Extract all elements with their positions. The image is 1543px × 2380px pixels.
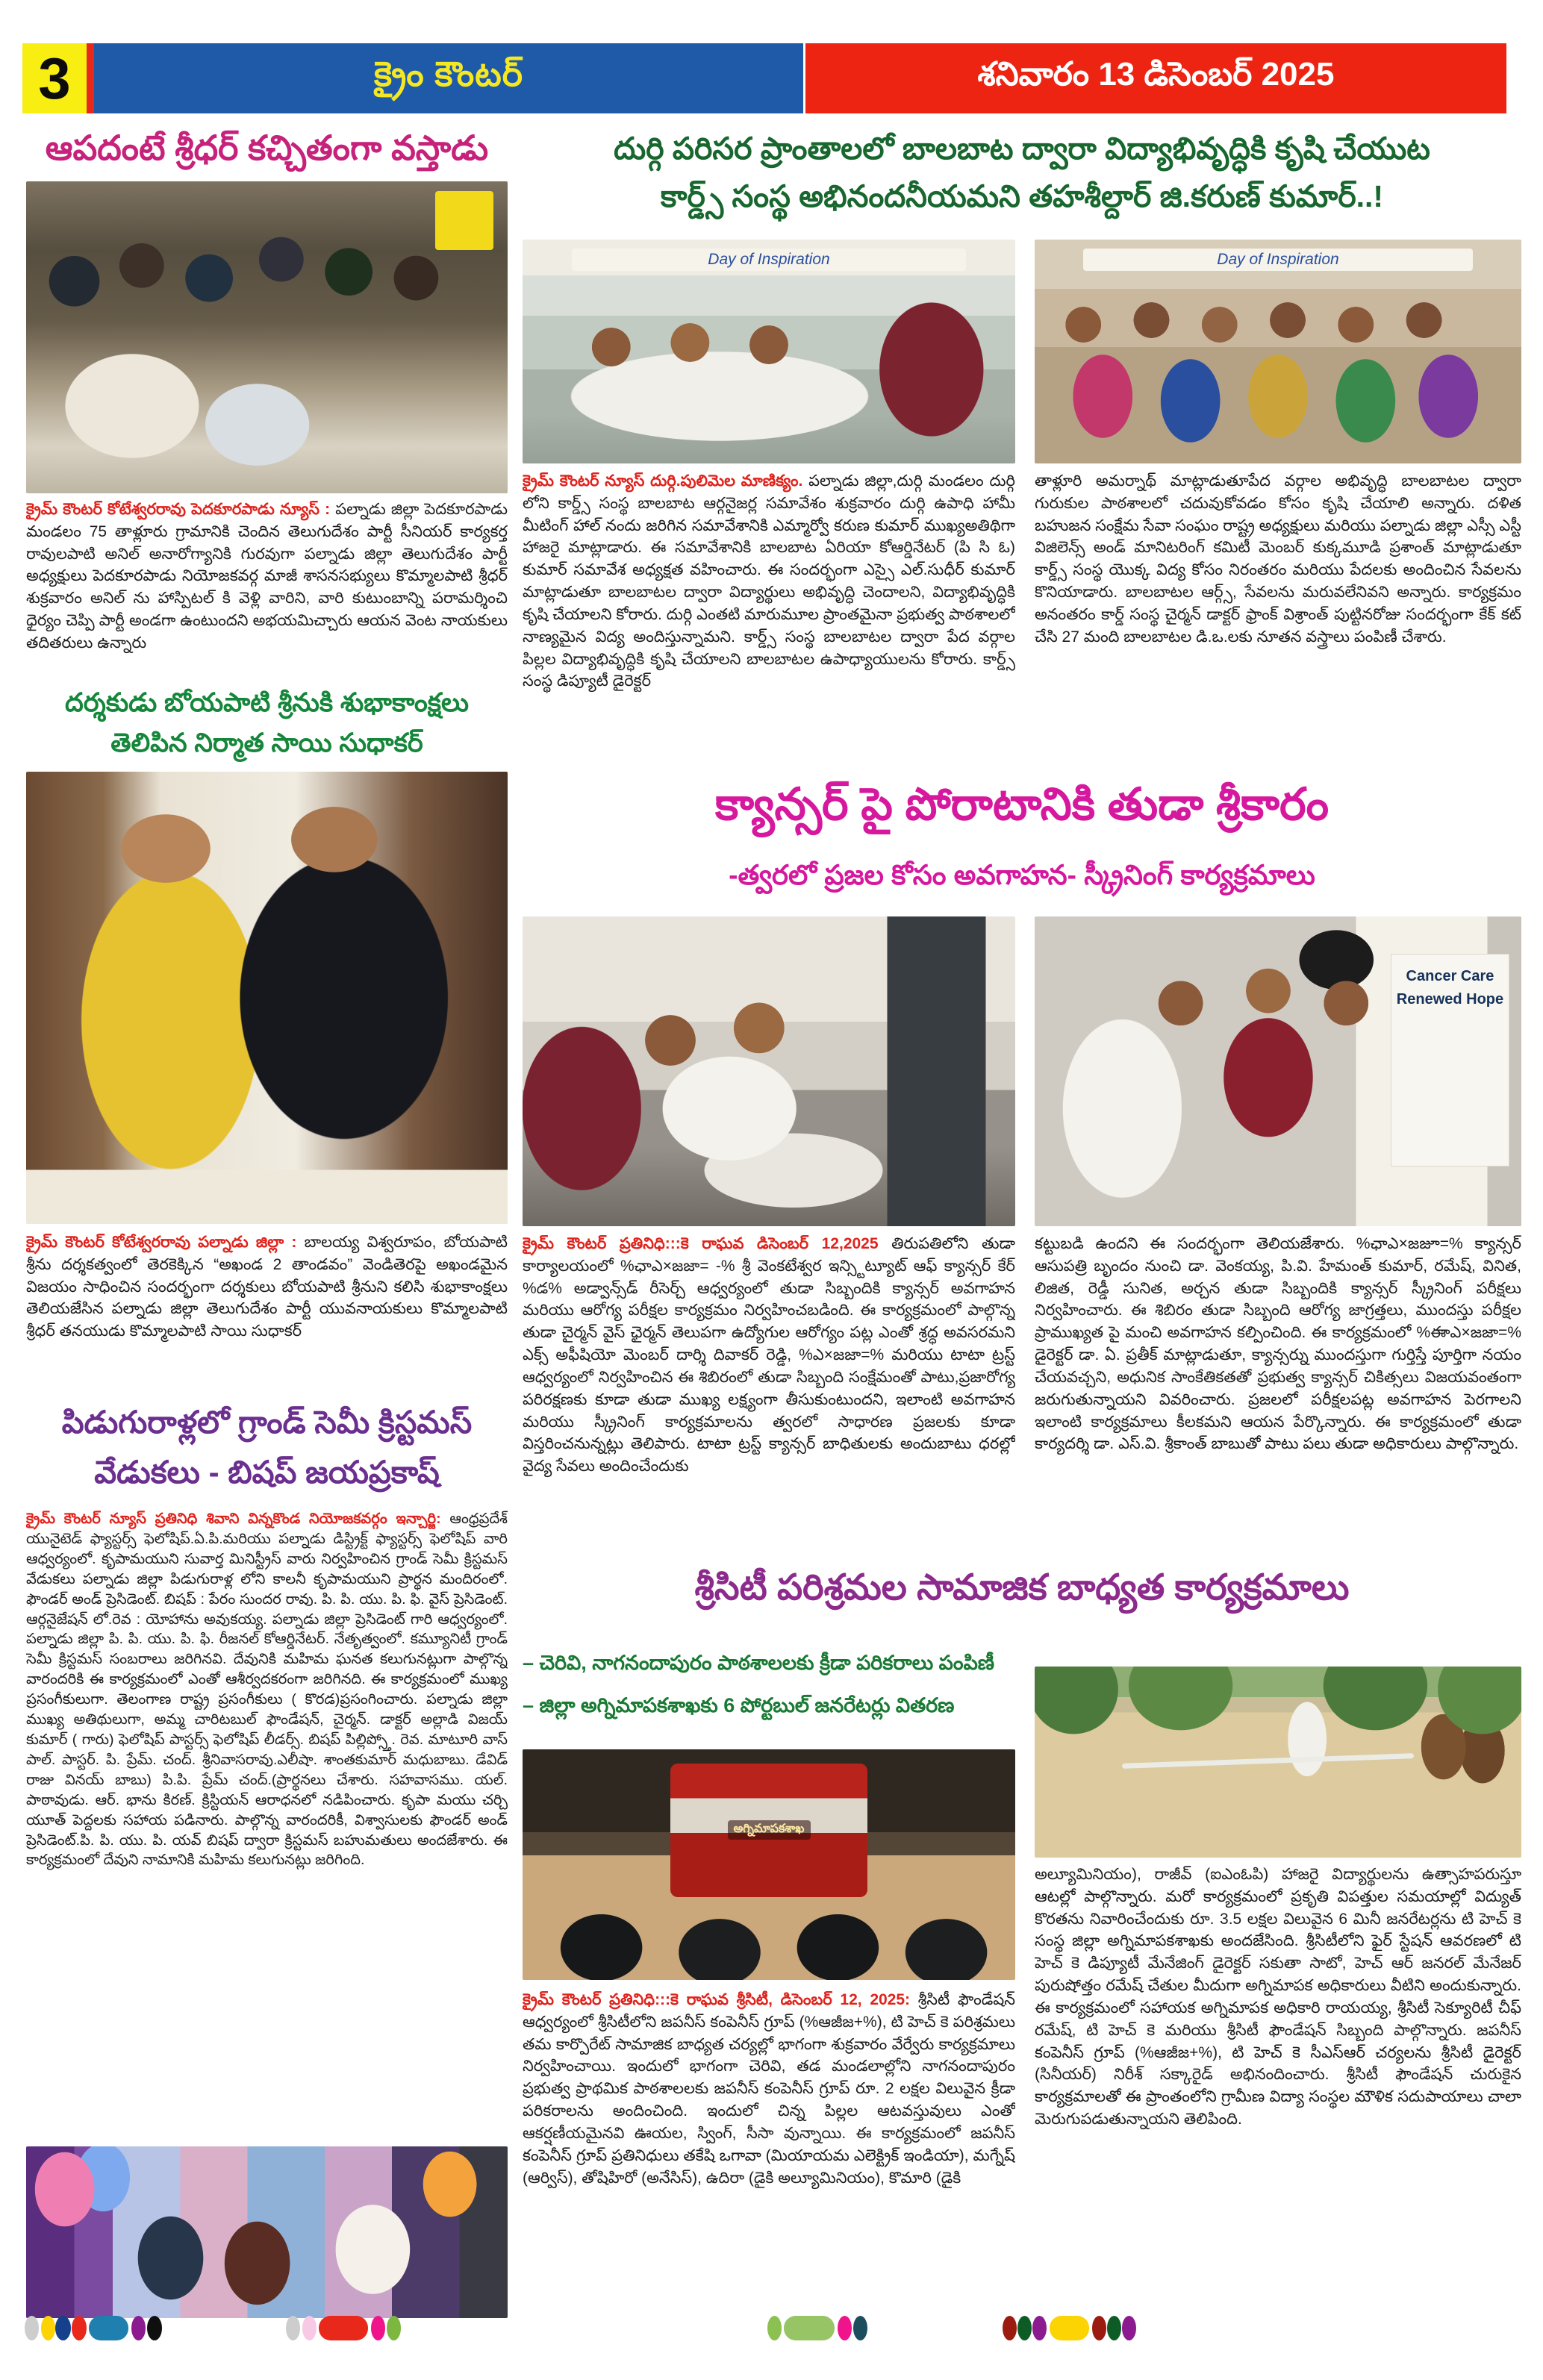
subhead-boyapati-line1: దర్శకుడు బోయపాటి శ్రీనుకి శుభాకాంక్షలు xyxy=(65,688,469,717)
strip-shape xyxy=(838,2316,852,2340)
cancer-care-banner-line2: Renewed Hope xyxy=(1396,990,1504,1008)
strip-shape xyxy=(767,2316,782,2340)
article-sricity-text-right: అల్యూమినియం), రాజీవ్ (ఐఎంఓపి) హాజరై విద్యార్థులను ఉత్సాహపరుస్తూ ఆటల్లో పాల్గొన్నారు. మరో కార్యక్రమంలో ప్రకృతి విపత్తుల సమయాల్లో విద్యుత్ కొరతను నివారించేందుకు రూ. 3.5 లక్షల విలువైన 6 మినీ జనరేటర్లను టి హెచ్ కె సంస్థ జిల్లా అగ్నిమాపకశాఖకు అందజేసింది. శ్రీసిటీలోని ఫైర్ స్టేషన్ ఆవరణలో టి హెచ్ కె డిప్యూటీ మేనేజింగ్ డైరెక్టర్ సకుతా సాటో, హెచ్ ఆర్ జనరల్ మేనేజర్ పురుషోత్తం రమేష్ చేతుల మీదుగా అగ్నిమాపక అధికారులు వీటిని అందుకున్నారు. ఈ కార్యక్రమంలో సహాయక అగ్నిమాపక అధికారి రాయయ్య, శ్రీసిటీ సెక్యూరిటీ చీఫ్ రమేష్, టి హెచ్ కె మరియు శ్రీసిటీ ఫౌండేషన్ సిబ్బంది పాల్గొన్నారు. జపనీస్ కంపెనీస్ గ్రూప్ (%ఆజీజ+%), టి హెచ్ కె సీఎస్ఆర్ చర్యలను శ్రీసిటీ డైరెక్టర్ (సినీయర్) నిరీశ్ సక్కారైడ్ అభినందించారు. శ్రీసిటీ ఫౌండేషన్ చురుకైన కార్యక్రమాలతో ఈ ప్రాంతంలోని గ్రామీణ విద్యా సంస్థల మౌళిక సదుపాయాలు చాలా మెరుగుపడుతున్నాయని తెలిపింది. xyxy=(1035,1866,1521,2128)
photo-fire-truck-generators xyxy=(523,1749,1015,1980)
headline-christmas-line2: వేడుకలు - బిషప్ జయప్రకాష్ xyxy=(94,1455,440,1490)
sricity-bullet-1: – చెరివి, నాగనందాపురం పాఠశాలలకు క్రీడా పరికరాలు పంపిణీ xyxy=(523,1652,995,1674)
sricity-bullets xyxy=(523,1642,1015,1726)
strip-shape xyxy=(302,2316,317,2340)
article-christmas-text: ఆంధ్రప్రదేశ్ యునైటెడ్ ఫ్యాస్టర్స్ ఫెలోషిప్.ఏ.పి.మరియు పల్నాడు డిస్ట్రిక్ట్ ఫ్యాస్టర్స్ ఫెలోషిప్ వారి ఆధ్వర్యంలో. కృపామయుని సువార్త మినిస్ట్రీస్ వారు నిర్వహించిన గ్రాండ్ సెమీ క్రిస్టమస్ వేడుకలు పల్నాడు జిల్లా పిడుగురాళ్ల లోని కాలనీ కృపామయుని ప్రార్థన మందిరంలో. ఫౌండర్ అండ్ ప్రెసిడెంట్. బిషప్ : పేరం సుందర రావు. పి. పి. యు. పి. ఫి. వైస్ ప్రెసిడెంట్. ఆర్గనైజేషన్ లో.రెవ : యోహాను అవుకయ్య. పల్నాడు జిల్లా ప్రెసిడెంట్ గారి ఆధ్వర్యంలో. పల్నాడు జిల్లా పి. పి. యు. పి. ఫి. రీజనల్ కోఆర్డినేటర్. నేతృత్వంలో. కమ్యూనిటీ గ్రాండ్ సెమీ క్రిస్టమస్ సంబరాలు జరిగినవి. దేవునికి మహిమ ఘనత కలుగునట్లుగా పాల్గొన్న వారందరికి ఈ కార్యక్రమంలో ఎంతో ఆశీర్వదకరంగా జరిగినది. ఈ కార్యక్రమంలో ముఖ్య ప్రసంగీకులుగా. తెలంగాణ రాష్ట్ర ప్రసంగీకులు ( కొరడ)ప్రసంగించారు. పల్నాడు జిల్లా ముఖ్య అతిథులుగా, అమ్మ చారిటబుల్ ఫౌండేషన్, చైర్మన్. డాక్టర్ అల్లాడి విజయ్ కుమార్ ( గారు) ఫెలోషిప్ పాస్టర్స్ ఫెలోషిప్ లీడర్స్. బిషప్ పిల్లిప్స్తో. రెవ. మాటూరి వాస్ పాల్. పాస్టర్. పి. ప్రేమ్. చంద్. శ్రీనివాసరావు.ఎలీషా. శాంతకుమార్ మధుబాబు. డేవిడ్ రాజు వినయ్ బాబు) పి.పి. ప్రేమ్ చంద్.(ప్రార్థనలు చేశారు. సహవాసము. యల్. పాఠావుడు. ఆర్. భాను కిరణ్. క్రిస్టియన్ ఆరాధనలో నడిపించారు. కృపా మయు చర్చి యూత్ పెద్దలకు సహాయ పడినారు. పాల్గొన్న వారందరికీ, విశ్వాసులకు ఫౌండర్ అండ్ ప్రెసిడెంట్.పి. పి. యు. పి. యవ్ బిషప్ ద్వారా క్రిస్టమస్ బహుమతులు అందజేశారు. ఈ కార్యక్రమంలో దేవుని నామానికి మహిమ కలుగునట్లు జరిగింది. xyxy=(26,1511,508,1869)
photo-school-ground xyxy=(1035,1667,1521,1858)
byline-durgi: క్రైమ్ కౌంటర్ న్యూస్ దుర్గి.పులిమెల మాణిక్యం. xyxy=(523,472,803,490)
photo-durgi-meeting xyxy=(523,240,1015,463)
yellow-sign xyxy=(435,191,493,250)
article-cancer-body-mid xyxy=(523,1233,1015,1555)
strip-shape xyxy=(387,2316,401,2340)
strip-shape xyxy=(131,2316,146,2340)
byline-caption: క్రైమ్ కౌంటర్ కోటేశ్వరరావు పల్నాడు జిల్లా : xyxy=(26,1234,297,1251)
byline-sricity: క్రైమ్ కౌంటర్ ప్రతినిధి:::కె రాఘవ శ్రీసిటీ, డిసెంబర్ 12, 2025: xyxy=(523,1991,911,2008)
strip-shape xyxy=(1017,2316,1032,2340)
strip-shape xyxy=(1003,2316,1017,2340)
strip-shape xyxy=(72,2316,87,2340)
page-number: 3 xyxy=(22,43,87,113)
strip-shape xyxy=(1107,2316,1121,2340)
byline-cancer: క్రైమ్ కౌంటర్ ప్రతినిధి:::కె రాఘవ డిసెంబర్ 12,2025 xyxy=(523,1235,879,1252)
masthead-bar xyxy=(22,43,1506,113)
strip-shape xyxy=(41,2316,55,2340)
article-cancer-body-right xyxy=(1035,1233,1521,1567)
article-sricity-text-mid: శ్రీసిటీ ఫౌండేషన్ ఆధ్వర్యంలో శ్రీసిటీలోని జపనీస్ కంపెనీస్ గ్రూప్ (%ఆజీజ+%), టి హెచ్ కె పరిశ్రమలు తమ కార్పొరేట్ సామాజిక బాధ్యత చర్యల్లో భాగంగా శుక్రవారం వేర్వేరు కార్యక్రమాలు నిర్వహించాయి. ఇందులో భాగంగా చెరివి, తడ మండలాల్లోని నాగనందాపురం ప్రభుత్వ ప్రాథమిక పాఠశాలలకు జపనీస్ కంపెనీస్ గ్రూప్ రూ. 2 లక్షల విలువైన క్రీడా పరికరాలను అందించింది. ఇందులో చిన్న పిల్లల ఆటవస్తువులు ఎంతో ఆకర్షణీయమైనవి ఊయల, స్వింగ్, సీసా వున్నాయి. ఈ కార్యక్రమంలో జపనీస్ కంపెనీస్ గ్రూప్ ప్రతినిధులు తకేషి ఒగావా (మియాయమ ఎలెక్ట్రిక్ ఇండియా), మగ్నేష్ (ఆర్విస్), తోషిహిరో (అనేసిస్), ఉదిరా (డైకి అల్యూమినియం), కొమారి (డైకి xyxy=(523,1991,1015,2187)
subhead-boyapati-line2: తెలిపిన నిర్మాత సాయి సుధాకర్ xyxy=(110,728,423,758)
photo-hospital-visit xyxy=(26,181,508,493)
article-durgi-text-right: తాళ్లూరి అమర్నాథ్ మాట్లాడుతూపేద వర్గాల అభివృద్ధి బాలబాటల ద్వారా గురుకుల పాఠశాలలో చదువుకోవడం కోసం కృషి చేయాలి అన్నారు. దళిత బహుజన సంక్షేమ సేవా సంఘం రాష్ట్ర అధ్యక్షులు మరియు పల్నాడు జిల్లా ఎస్సీ ఎస్టీ విజిలెన్స్ అండ్ మానిటరింగ్ కమిటీ మెంబర్ కుక్కమూడి ప్రశాంత్ మాట్లాడుతూ కార్డ్స్ సంస్థ యొక్క విద్య కోసం నిరంతరం మరియు పేదలకు అందించిన సేవలను కొనియాడారు. బాలబాటల ఆర్గ్స్, సేవలను మరువలేనివని అన్నారు. కార్యక్రమం అనంతరం కార్డ్ సంస్థ చైర్మన్ డాక్టర్ ఫ్రాంక్ విశ్రాంత్ పుట్టినరోజు సందర్భంగా కేక్ కట్ చేసి 27 మంది బాలబాటల డి.ఒ.లకు నూతన వస్త్రాలు పంపిణీ చేశారు. xyxy=(1035,472,1521,646)
inspiration-banner: Day of Inspiration xyxy=(572,249,966,271)
byline-sridhar: క్రైమ్ కౌంటర్ కోటేశ్వరరావు పెదకూరపాడు న్యూస్ : xyxy=(26,501,331,518)
sricity-bullet-2: – జిల్లా అగ్నిమాపకశాఖకు 6 పోర్టబుల్ జనరేటర్లు వితరణ xyxy=(523,1693,955,1717)
headline-durgi xyxy=(523,125,1521,220)
headline-christmas xyxy=(26,1397,508,1497)
article-durgi-body-right xyxy=(1035,470,1521,760)
decorative-color-strip xyxy=(0,2316,1543,2340)
masthead-date-bar xyxy=(805,43,1506,113)
masthead-title: క్రైం కౌంటర్ xyxy=(374,54,523,93)
subhead-boyapati xyxy=(26,683,508,764)
strip-shape xyxy=(1092,2316,1106,2340)
photo-shawl-presentation xyxy=(1035,916,1521,1226)
headline-sridhar: ఆపదంటే శ్రీధర్ కచ్చితంగా వస్తాడు xyxy=(45,128,489,167)
strip-shape xyxy=(853,2316,867,2340)
masthead-divider xyxy=(87,43,94,113)
strip-shape xyxy=(1050,2316,1089,2340)
headline-christmas-line1: పిడుగురాళ్లలో గ్రాండ్ సెమీ క్రిస్టమస్ xyxy=(61,1405,473,1440)
article-sridhar-body xyxy=(26,499,508,666)
strip-shape xyxy=(1122,2316,1136,2340)
strip-shape xyxy=(89,2316,128,2340)
headline-durgi-line1: దుర్గి పరిసర ప్రాంతాలలో బాలబాట ద్వారా విద్యాభివృద్ధికి కృషి చేయుట xyxy=(614,131,1430,166)
article-sridhar-text: పల్నాడు జిల్లా పెదకూరపాడు మండలం 75 తాళ్లూరు గ్రామానికి చెందిన తెలుగుదేశం పార్టీ సీనియర్ కార్యకర్త రావులపాటి అనిల్ అనారోగ్యానికి గురవుగా పల్నాడు జిల్లా తెలుగుదేశం పార్టీ అధ్యక్షులు పెదకూరపాడు నియోజకవర్గ మాజీ శాసనసభ్యులు కొమ్మాలపాటి శ్రీధర్ శుక్రవారం అనిల్ ను హాస్పిటల్ కి వెళ్లి వారిని, వారి కుటుంబాన్ని పరామర్శించి ధైర్యం చెప్పి పార్టీ అండగా ఉంటుందని అభయమిచ్చారు ఆయన వెంట నాయకులు తదితరులు ఉన్నారు xyxy=(26,501,508,652)
strip-shape xyxy=(319,2316,368,2340)
article-durgi-body-mid xyxy=(523,470,1015,760)
strip-shape xyxy=(1032,2316,1047,2340)
subheadline-cancer: -త్వరలో ప్రజల కోసం అవగాహన- స్క్రీనింగ్ కార్యక్రమాలు xyxy=(729,860,1315,890)
headline-cancer: క్యాన్సర్ పై పోరాటానికి తుడా శ్రీకారం xyxy=(714,779,1330,829)
byline-christmas: క్రైమ్ కౌంటర్ న్యూస్ ప్రతినిధి శివాని విన్నకొండ నియోజకవర్గం ఇన్చార్జి: xyxy=(26,1511,441,1527)
caption-text: బాలయ్య విశ్వరూపం, బోయపాటి శ్రీను దర్శకత్వంలో తెరకెక్కిన “అఖండ 2 తాండవం” వెండితెరపై అఖండమైన విజయం సాధించిన సందర్భంగా దర్శకులు బోయపాటి శ్రీనుని కలిసి శుభాకాంక్షలు తెలియజేసిన పల్నాడు జిల్లా తెలుగుదేశం పార్టీ యువనాయకులు కొమ్మాలపాటి శ్రీధర్ తనయుడు కొమ్మాలపాటి సాయి సుధాకర్ xyxy=(26,1234,508,1340)
photo-bouquet-presentation xyxy=(26,772,508,1224)
photo-christmas-event xyxy=(26,2146,508,2318)
cancer-care-banner xyxy=(1391,954,1509,1167)
photo-durgi-group xyxy=(1035,240,1521,463)
article-sricity-body-mid xyxy=(523,1989,1015,2317)
strip-shape xyxy=(25,2316,39,2340)
cancer-care-banner-line1: Cancer Care xyxy=(1406,967,1494,984)
fire-truck xyxy=(670,1764,867,1897)
headline-durgi-line2: కార్డ్స్ సంస్థ అభినందనీయమని తహశీల్దార్ జి.కరుణ్ కుమార్..! xyxy=(660,178,1384,213)
article-cancer-text-mid: తిరుపతిలోని తుడా కార్యాలయంలో %ఛాఎ×జజా= -% శ్రీ వెంకటేశ్వర ఇన్స్టిట్యూట్ ఆఫ్ క్యాన్సర్ కేర్ %డ% అడ్వాన్స్‌డ్ రీసెర్చ్ ఆధ్వర్యంలో తుడా సిబ్బందికి క్యాన్సర్ అవగాహన మరియు ఆరోగ్య పరీక్షల కార్యక్రమం నిర్వహించబడింది. ఈ కార్యక్రమంలో పాల్గొన్న తుడా చైర్మన్ వైస్ ఛైర్మన్ తెలుపగా ఉద్యోగుల ఆరోగ్యం పట్ల ఎంతో శ్రద్ధ అవసరమని ఎక్స్ అఫీషియో మెంబర్ దార్శి దివాకర్ రెడ్డి, %ఎ×జజా=% మరియు టాటా ట్రస్ట్ ఆధ్వర్యంలో నిర్వహించిన ఈ శిబిరంలో తుడా సిబ్బంది సంక్షేమంతో పాటు,ప్రజారోగ్య పరిరక్షణకు కూడా తుడా ముఖ్య లక్ష్యంగా తీసుకుంటుందని, ఇలాంటి అవగాహన మరియు స్క్రీనింగ్ కార్యక్రమాలను త్వరలో సాధారణ ప్రజలకు కూడా విస్తరించనున్నట్లు తెలిపారు. టాటా ట్రస్ట్ క్యాన్సర్ బాధితులకు అందుబాటు ధరల్లో వైద్య సేవలు అందించేందుకు xyxy=(523,1235,1015,1475)
article-christmas-body xyxy=(26,1509,508,2140)
strip-shape xyxy=(371,2316,385,2340)
seesaw xyxy=(1122,1753,1414,1769)
fire-truck-text: అగ్నిమాపకశాఖ xyxy=(728,1820,811,1840)
masthead-title-bar xyxy=(94,43,803,113)
article-durgi-text-mid: పల్నాడు జిల్లా,దుర్గి మండలం దుర్గి లోని కార్డ్స్ సంస్థ బాలబాట ఆర్గనైజర్ల సమావేశం శుక్రవారం దుర్గి ఉపాధి హామీ మీటింగ్ హాల్ నందు జరిగిన సమావేశానికి ఎమ్మార్వో కరుణ కుమార్ ముఖ్యఅతిథిగా హాజరై మాట్లాడారు. ఈ సమావేశానికి బాలబాట ఏరియా కోఆర్డినేటర్ (పి సి ఓ) కుమార్ సమావేశ అధ్యక్షత వహించారు. ఈ సందర్భంగా ఎస్సై ఎల్.సుధీర్ కుమార్ మాట్లాడుతూ బాలబాటల ద్వారా విద్యార్థులు అభివృద్ధి చెందాలని, విద్యాభివృద్ధికి కృషి చేయాలని కోరారు. దుర్గి ఎంతటి మారుమూల ప్రాంతమైనా ప్రభుత్వ పాఠశాలలో నాణ్యమైన విద్య అందిస్తున్నామని. కార్డ్స్ సంస్థ బాలబాటల ద్వారా పేద వర్గాల పిల్లల విద్యాభివృద్ధికి కృషి చేయాలని బాలబాటల ఉపాధ్యాయులను కోరారు. కార్డ్స్ సంస్థ డిప్యూటీ డైరెక్టర్ xyxy=(523,472,1015,690)
article-cancer-text-right: కట్టుబడి ఉందని ఈ సందర్భంగా తెలియజేశారు. %ఛాఎ×జజూ=% క్యాన్సర్ ఆసుపత్రి బృందం నుంచి డా. వెంకయ్య, పి.వి. హేమంత్ కుమార్, రమేష్, వినిత, లిజిత, రెడ్డీ సునిత, అర్చన తుడా సిబ్బందికి క్యాన్సర్ స్క్రీనింగ్ పరీక్షలు నిర్వహించారు. ఈ శిబిరం తుడా సిబ్బంది ఆరోగ్య జాగ్రత్తలు, ముందస్తు పరీక్షల ప్రాముఖ్యత పై మంచి అవగాహన కల్పించింది. ఈ కార్యక్రమంలో %ఈాఎ×జజా=% డైరెక్టర్ డా. ఏ. ప్రతీక్ మాట్లాడుతూ, క్యాన్సర్ను ముందస్తుగా గుర్తిస్తే పూర్తిగా నయం చేయవచ్చని, అధునిక సాంకేతికతతో ప్రభుత్వ క్యాన్సర్ చికిత్సలు విజయవంతంగా జరుగుతున్నాయని వివరించారు. ప్రజలలో పరీక్షలపట్ల అవగాహన పెరగాలని ఇలాంటి కార్యక్రమాలు కీలకమని ఆయన పేర్కొన్నారు. ఈ కార్యక్రమంలో తుడా కార్యదర్శి డా. ఎస్.వి. శ్రీకాంత్ బాబుతో పాటు పలు తుడా అధికారులు పాల్గొన్నారు. xyxy=(1035,1235,1521,1453)
caption-bouquet xyxy=(26,1231,508,1390)
inspiration-banner-2: Day of Inspiration xyxy=(1083,249,1473,271)
strip-shape xyxy=(55,2316,71,2340)
article-sricity-body-right xyxy=(1035,1864,1521,2317)
photo-tuda-office xyxy=(523,916,1015,1226)
strip-shape xyxy=(784,2316,835,2340)
headline-sricity: శ్రీసిటీ పరిశ్రమల సామాజిక బాధ్యత కార్యక్రమాలు xyxy=(694,1568,1350,1608)
strip-shape xyxy=(286,2316,300,2340)
edition-date: శనివారం 13 డిసెంబర్ 2025 xyxy=(977,55,1335,93)
strip-shape xyxy=(147,2316,162,2340)
